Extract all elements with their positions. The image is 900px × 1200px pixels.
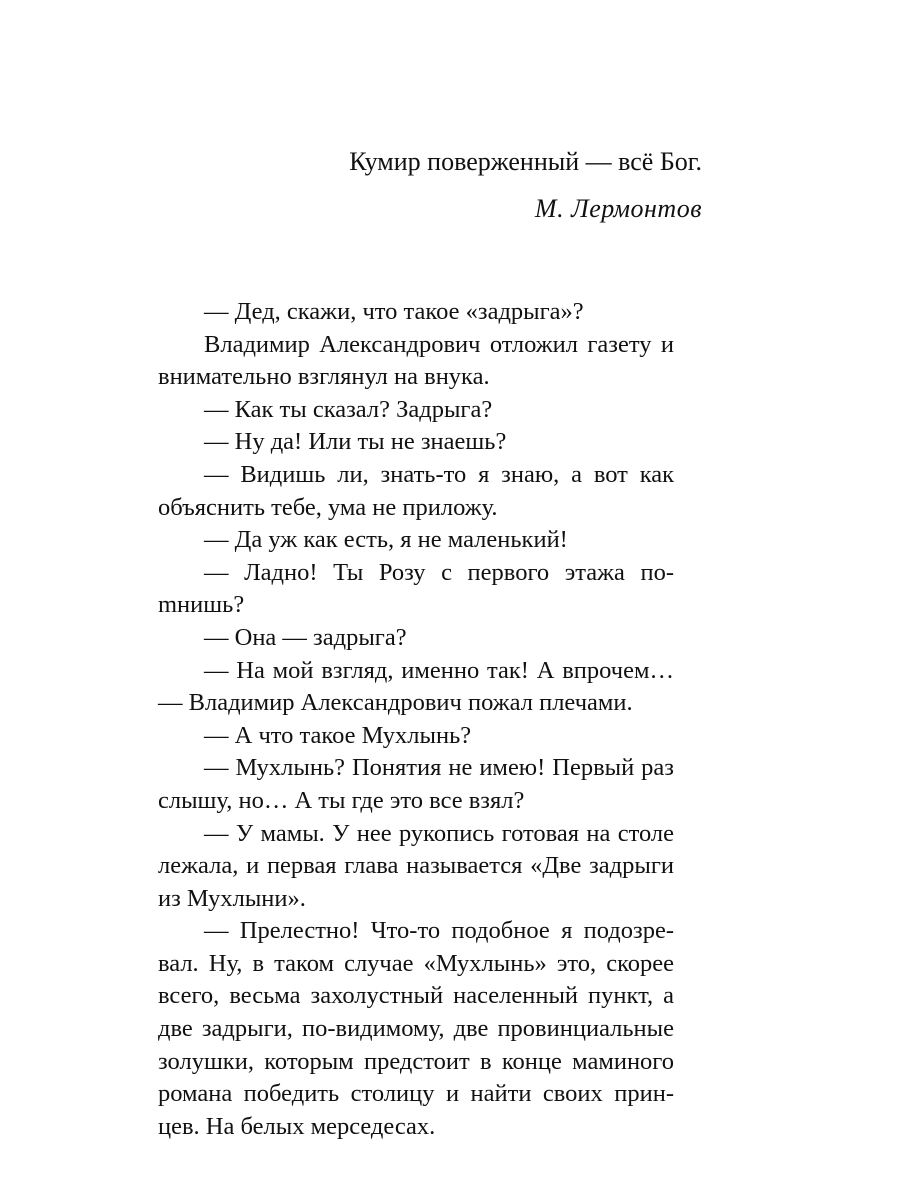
paragraph: Владимир Александрович отложил газету и внимательно взглянул на внука.	[158, 330, 674, 391]
paragraph: — У мамы. У нее рукопись готовая на столе лежала, и первая глава называется «Две задрыги из Мухлыни».	[158, 819, 674, 912]
epigraph-quote: Кумир поверженный — всё Бог.	[349, 147, 702, 176]
paragraph: — Мухлынь? Понятия не имею! Первый раз слышу, но… А ты где это все взял?	[158, 754, 674, 814]
paragraph: — Она — задрыга?	[204, 623, 407, 651]
paragraph: — Ладно! Ты Розу с первого этажа поmнишь?	[158, 558, 674, 619]
paragraph: — Видишь ли, знать-то я знаю, а вот как объяснить тебе, ума не приложу.	[158, 460, 674, 521]
paragraph: — Ну да! Или ты не знаешь?	[204, 428, 507, 456]
paragraph: — На мой взгляд, именно так! А впрочем… — Владимир Александрович пожал плечами.	[158, 656, 674, 717]
epigraph	[349, 146, 702, 224]
paragraph: — Да уж как есть, я не маленький!	[204, 526, 568, 554]
paragraph: — Как ты сказал? Задрыга?	[204, 395, 493, 423]
main-text	[158, 296, 674, 1143]
paragraph: — Прелестно! Что-то подобное я подозревал. Ну, в таком случае «Мухлынь» это, скорее всего, весьма захолустный населенный пункт, а две задрыги, по-видимому, две провинциальные золушки, которым предстоит в конце маминого романа победить столицу и найти своих принцев. На белых мерседесах.	[158, 917, 674, 1140]
paragraph: — А что такое Мухлынь?	[204, 721, 472, 749]
paragraph: — Дед, скажи, что такое «задрыга»?	[204, 298, 584, 325]
epigraph-author: М. Лермонтов	[534, 194, 702, 224]
